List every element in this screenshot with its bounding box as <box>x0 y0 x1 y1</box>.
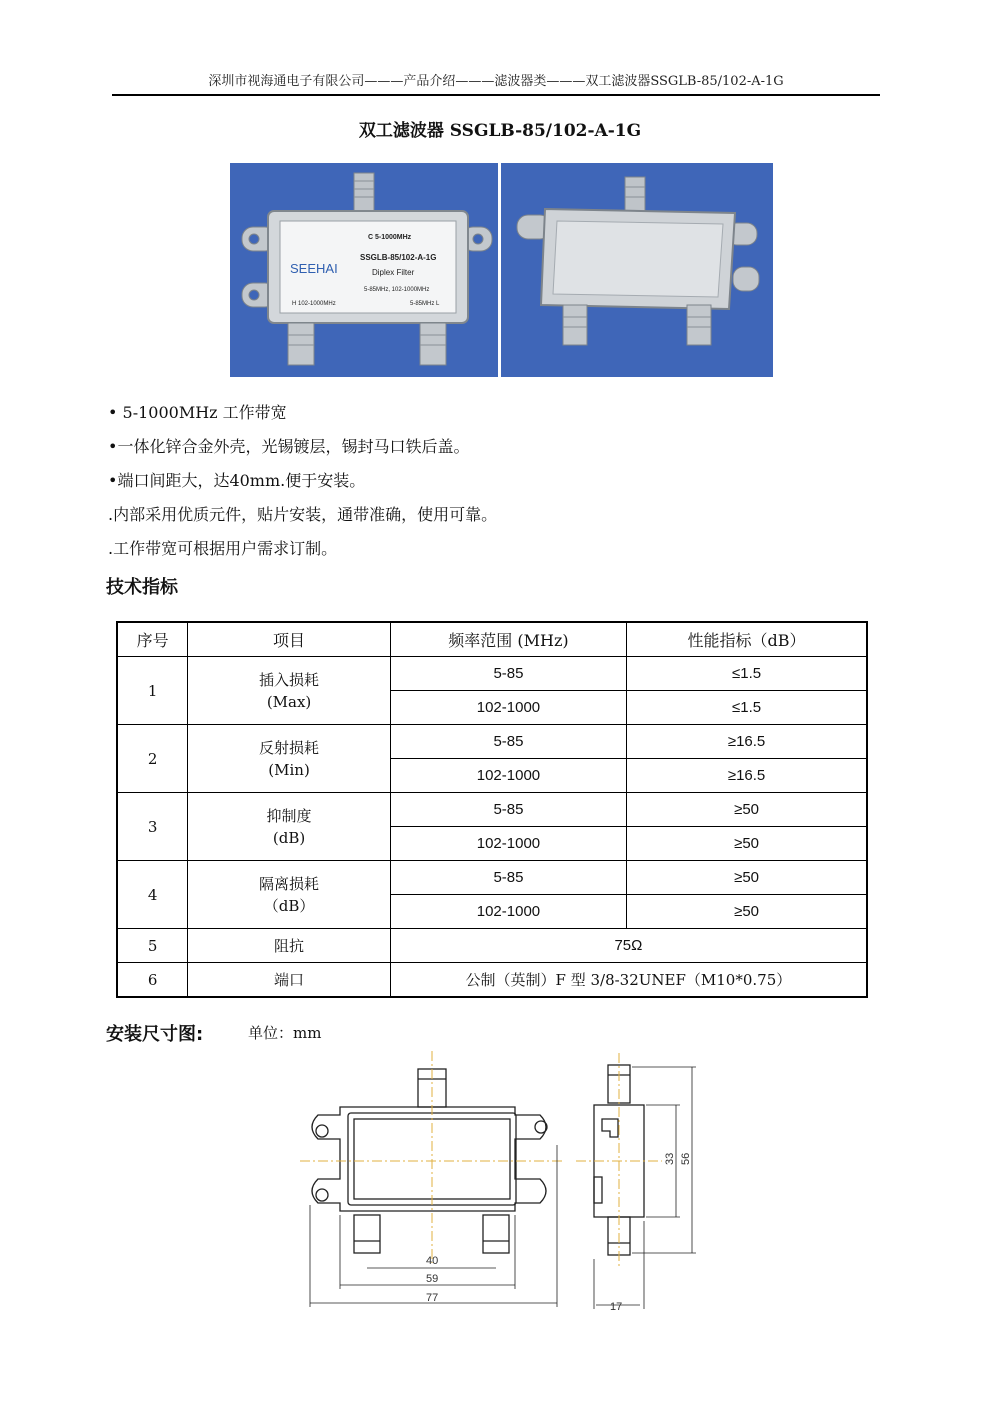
table-row <box>117 725 867 759</box>
frequency-range: 102-1000 <box>390 827 626 861</box>
product-photo-back <box>501 163 773 377</box>
feature-item: .工作带宽可根据用户需求订制。 <box>108 539 338 558</box>
table-row <box>117 657 867 691</box>
item-name: 插入损耗 <box>259 670 320 689</box>
table-row <box>117 929 867 963</box>
unit-label: 单位：mm <box>248 1024 322 1042</box>
dim-port-spacing: 40 <box>426 1255 439 1267</box>
performance-value: ≥50 <box>627 793 867 827</box>
item-unit: (Max) <box>266 692 312 711</box>
item-cell <box>188 793 390 861</box>
frequency-range: 102-1000 <box>390 691 626 725</box>
frequency-range: 102-1000 <box>390 759 626 793</box>
item-unit: （dB） <box>263 896 315 915</box>
performance-value: 公制（英制）F 型 3/8-32UNEF（M10*0.75） <box>390 963 867 998</box>
label-product: Diplex Filter <box>372 268 415 277</box>
label-bands: 5-85MHz, 102-1000MHz <box>364 287 430 293</box>
performance-value: ≥50 <box>627 861 867 895</box>
header-rule <box>112 94 880 96</box>
frequency-range: 5-85 <box>390 793 626 827</box>
performance-value: ≥16.5 <box>627 725 867 759</box>
column-header: 频率范围 (MHz) <box>390 622 626 657</box>
document-title: 双工滤波器 SSGLB-85/102-A-1G <box>358 121 642 141</box>
item-name: 隔离损耗 <box>259 874 320 893</box>
label-brand: SEEHAI <box>290 261 338 276</box>
frequency-range: 5-85 <box>390 657 626 691</box>
column-header: 项目 <box>188 622 390 657</box>
dim-body-height: 33 <box>664 1152 676 1165</box>
row-number: 3 <box>117 793 188 861</box>
feature-item: •端口间距大，达40mm.便于安装。 <box>108 471 366 490</box>
dimensions-section-title: 安装尺寸图: <box>106 1024 204 1045</box>
row-number: 4 <box>117 861 188 929</box>
row-number: 2 <box>117 725 188 793</box>
label-low-port: 5-85MHz L <box>410 301 440 307</box>
feature-list <box>108 400 888 570</box>
item-unit: (Min) <box>268 760 310 779</box>
column-header: 性能指标（dB） <box>627 622 867 657</box>
item-name: 抑制度 <box>266 806 312 825</box>
item-cell <box>188 861 390 929</box>
table-row <box>117 793 867 827</box>
performance-value: ≤1.5 <box>627 657 867 691</box>
feature-item: .内部采用优质元件，贴片安装，通带准确，使用可靠。 <box>108 505 498 524</box>
row-number: 1 <box>117 657 188 725</box>
item-name: 阻抗 <box>188 929 390 963</box>
column-header: 序号 <box>117 622 188 657</box>
page-header: 深圳市视海通电子有限公司———产品介绍———滤波器类———双工滤波器SSGLB-85/102-A-1G <box>208 74 784 89</box>
table-header-row <box>117 622 867 657</box>
performance-value: ≥50 <box>627 895 867 929</box>
spec-table <box>116 621 868 998</box>
row-number: 5 <box>117 929 188 963</box>
frequency-range: 5-85 <box>390 861 626 895</box>
performance-value: ≥50 <box>627 827 867 861</box>
item-cell <box>188 725 390 793</box>
performance-value: ≤1.5 <box>627 691 867 725</box>
performance-value: 75Ω <box>390 929 867 963</box>
dim-overall-length: 77 <box>426 1292 439 1304</box>
frequency-range: 102-1000 <box>390 895 626 929</box>
product-photo-front <box>230 163 498 377</box>
feature-item: • 5-1000MHz 工作带宽 <box>108 403 287 422</box>
spec-section-title: 技术指标 <box>106 577 178 598</box>
dim-body-length: 59 <box>426 1273 439 1285</box>
table-row <box>117 861 867 895</box>
dim-overall-height: 56 <box>680 1152 692 1165</box>
row-number: 6 <box>117 963 188 998</box>
performance-value: ≥16.5 <box>627 759 867 793</box>
dim-depth: 17 <box>610 1301 623 1313</box>
frequency-range: 5-85 <box>390 725 626 759</box>
item-cell <box>188 657 390 725</box>
item-name: 反射损耗 <box>259 738 320 757</box>
dimension-drawing <box>290 1045 710 1315</box>
label-model: SSGLB-85/102-A-1G <box>360 253 437 262</box>
item-unit: (dB) <box>272 828 306 847</box>
feature-item: •一体化锌合金外壳，光锡镀层，锡封马口铁后盖。 <box>108 437 470 456</box>
label-common-port: C 5-1000MHz <box>368 234 412 241</box>
label-high-port: H 102-1000MHz <box>292 301 336 307</box>
item-name: 端口 <box>188 963 390 998</box>
table-row <box>117 963 867 998</box>
